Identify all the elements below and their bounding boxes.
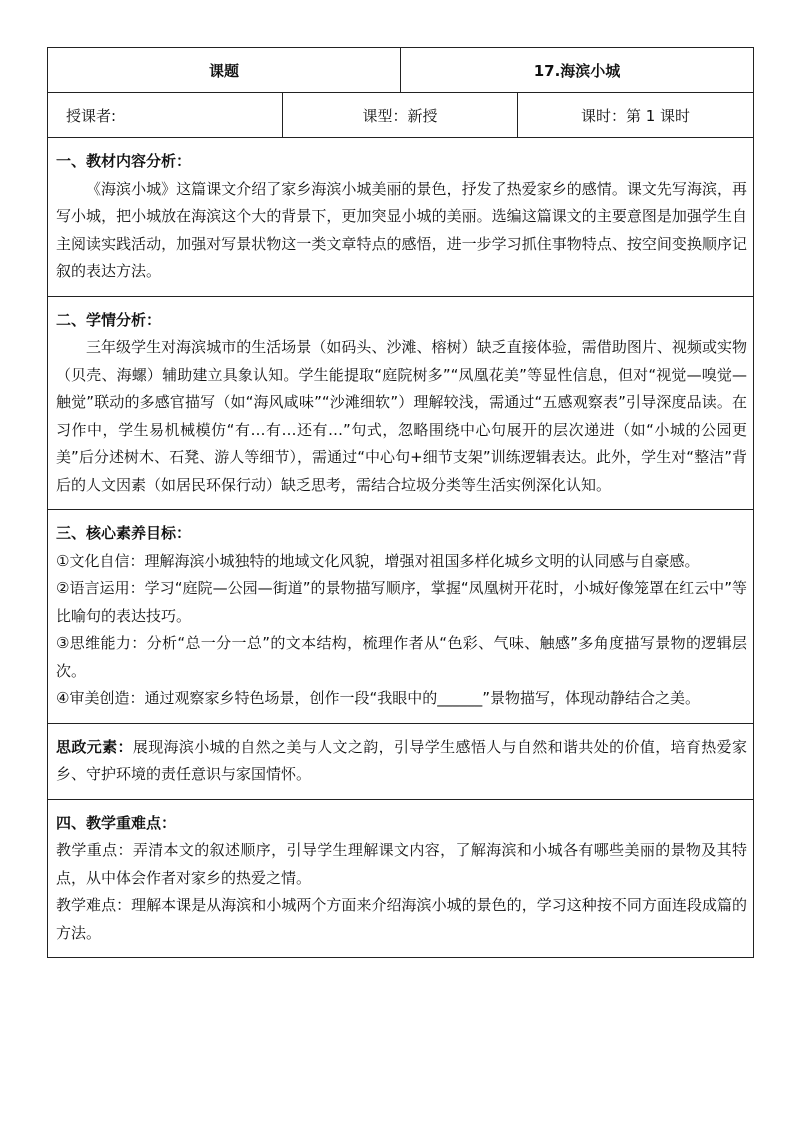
- student-analysis-cell: [48, 296, 754, 510]
- ideology-row: [48, 723, 754, 799]
- core-goals-cell: [48, 510, 754, 724]
- key-point-item: 教学重点：弄清本文的叙述顺序，引导学生理解课文内容，了解海滨和小城各有哪些美丽的景物及其特点，从中体会作者对家乡的热爱之情。: [56, 841, 748, 887]
- lesson-period: 课时：第 1 课时: [580, 106, 691, 125]
- ideology-paragraph: [56, 734, 747, 789]
- difficulty-item: 教学难点：理解本课是从海滨和小城两个方面来介绍海滨小城的景色的，学习这种按不同方面连段成篇的方法。: [56, 896, 748, 942]
- topic-label: 课题: [209, 61, 240, 80]
- key-points-row: [48, 799, 754, 958]
- core-goals-heading: 三、核心素养目标：: [56, 524, 192, 542]
- topic-label-cell: [48, 48, 401, 93]
- ideology-text: 展现海滨小城的自然之美与人文之韵，引导学生感悟人与自然和谐共处的价值，培育热爱家乡、守护环境的责任意识与家国情怀。: [56, 737, 748, 783]
- header-row: [48, 48, 754, 93]
- textbook-analysis-row: [48, 138, 754, 297]
- textbook-analysis-cell: [48, 138, 754, 297]
- ideology-label: 思政元素：: [56, 737, 133, 756]
- lesson-type: 课型：新授: [362, 106, 438, 125]
- key-points-heading: 四、教学重难点：: [56, 813, 177, 832]
- topic-title-cell: [401, 48, 754, 93]
- lesson-type-cell: [283, 93, 518, 138]
- lesson-title: 17.海滨小城: [533, 61, 621, 80]
- student-analysis-heading: 二、学情分析：: [56, 310, 162, 329]
- ideology-cell: [48, 723, 754, 799]
- student-analysis-text: 三年级学生对海滨城市的生活场景（如码头、沙滩、榕树）缺乏直接体验，需借助图片、视频或实物（贝壳、海螺）辅助建立具象认知。学生能提取“庭院树多”“凤凰花美”等显性信息，但对“视觉—嗅觉—触觉”联动的多感官描写（如“海风咸味”“沙滩细软”）理解较浅，需通过“五感观察表”引导深度品读。在习作中，学生易机械模仿“有…有…还有…”句式，忽略围绕中心句展开的层次递进（如“小城的公园更美”后分述树木、石凳、游人等细节），需通过“中心句+细节支架”训练逻辑表达。此外，学生对“整洁”背后的人文因素（如居民环保行动）缺乏思考，需结合垃圾分类等生活实例深化认知。: [56, 338, 748, 494]
- teacher-cell: [48, 93, 283, 138]
- teacher-label: 授课者:: [66, 106, 117, 125]
- key-points-cell: [48, 799, 754, 958]
- lesson-period-cell: [518, 93, 754, 138]
- lesson-plan-document: [47, 47, 753, 958]
- lesson-plan-table: [47, 47, 754, 958]
- meta-row: [48, 93, 754, 138]
- core-goals-row: [48, 510, 754, 724]
- textbook-analysis-heading: 一、教材内容分析：: [56, 152, 192, 170]
- goal-item: ①文化自信：理解海滨小城独特的地域文化风貌，增强对祖国多样化城乡文明的认同感与自豪感。: [56, 551, 700, 570]
- student-analysis-row: [48, 296, 754, 510]
- goal-item: ②语言运用：学习“庭院—公园—街道”的景物描写顺序，掌握“凤凰树开花时，小城好像笼罩在红云中”等比喻句的表达技巧。: [56, 579, 748, 625]
- goal-item: ④审美创造：通过观察家乡特色场景，创作一段“我眼中的______”景物描写，体现动静结合之美。: [56, 689, 700, 707]
- goal-item: ③思维能力：分析“总一分一总”的文本结构，梳理作者从“色彩、气味、触感”多角度描写景物的逻辑层次。: [56, 634, 748, 680]
- textbook-analysis-text: 《海滨小城》这篇课文介绍了家乡海滨小城美丽的景色，抒发了热爱家乡的感情。课文先写海滨，再写小城，把小城放在海滨这个大的背景下，更加突显小城的美丽。选编这篇课文的主要意图是加强学生自主阅读实践活动，加强对写景状物这一类文章特点的感悟，进一步学习抓住事物特点、按空间变换顺序记叙的表达方法。: [56, 179, 748, 280]
